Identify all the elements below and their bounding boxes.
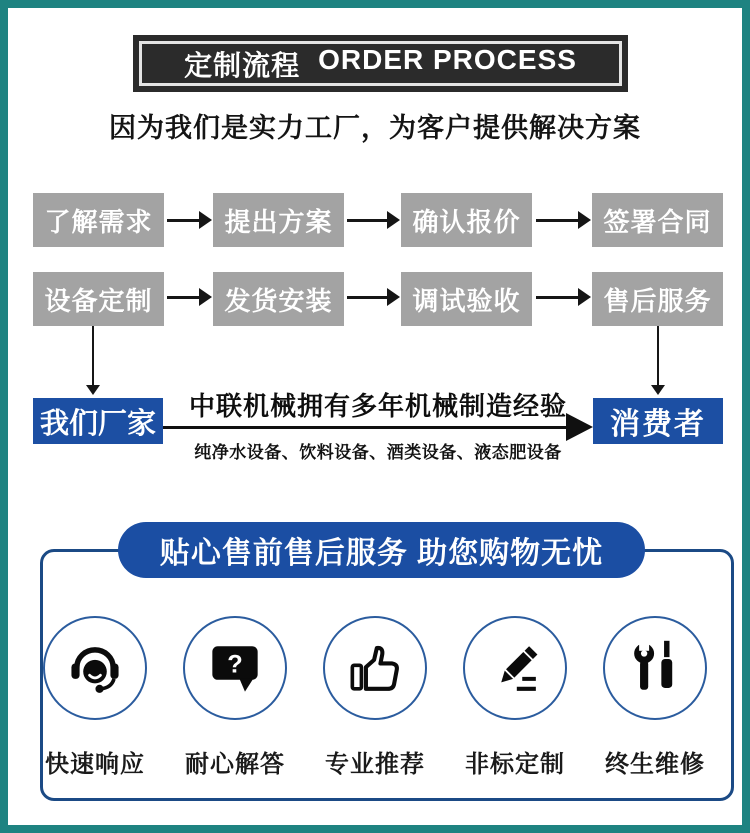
service-item-pro-recommendation [310, 616, 440, 779]
pencil-icon [463, 616, 567, 720]
consumer-box: 消费者 [593, 398, 723, 444]
banner-title-en: ORDER PROCESS [318, 43, 577, 75]
step-box-propose-plan: 提出方案 [213, 193, 344, 247]
service-item-patient-answers [170, 616, 300, 779]
arrow-right-icon [167, 296, 200, 299]
step-box-debug-accept: 调试验收 [401, 272, 532, 326]
service-item-label: 专业推荐 [325, 751, 425, 778]
wrench-screwdriver-icon [603, 616, 707, 720]
flow-arrow-subtitle: 纯净水设备、饮料设备、酒类设备、液态肥设备 [194, 443, 562, 462]
arrow-right-icon [536, 296, 579, 299]
service-item-label: 快速响应 [45, 751, 145, 778]
factory-box: 我们厂家 [33, 398, 163, 444]
question-bubble-icon [183, 616, 287, 720]
flow-arrow-head-icon [566, 413, 593, 441]
svg-text:?: ? [227, 650, 243, 679]
thumbs-up-icon [323, 616, 427, 720]
arrow-down-icon [657, 326, 659, 386]
section-title-banner [133, 35, 628, 92]
service-items-row [30, 616, 720, 779]
arrow-right-icon [347, 219, 388, 222]
frame-border-top [0, 0, 750, 8]
tagline-text: 因为我们是实力工厂，为客户提供解决方案 [109, 113, 641, 143]
arrow-right-icon [536, 219, 579, 222]
step-box-understand-needs: 了解需求 [33, 193, 164, 247]
step-box-confirm-quote: 确认报价 [401, 193, 532, 247]
service-item-label: 耐心解答 [185, 751, 285, 778]
frame-border-bottom [0, 825, 750, 833]
service-item-label: 非标定制 [465, 751, 565, 778]
step-box-sign-contract: 签署合同 [592, 193, 723, 247]
step-box-equipment-custom: 设备定制 [33, 272, 164, 326]
headset-icon [43, 616, 147, 720]
banner-title-zh: 定制流程 [184, 49, 301, 81]
service-item-label: 终生维修 [605, 751, 705, 778]
arrow-down-icon [92, 326, 94, 386]
step-box-after-sales: 售后服务 [592, 272, 723, 326]
service-item-fast-response [30, 616, 160, 779]
service-item-lifetime-repair [590, 616, 720, 779]
flow-arrow-line [163, 426, 567, 429]
arrow-right-icon [167, 219, 200, 222]
flow-arrow-title: 中联机械拥有多年机械制造经验 [188, 391, 567, 421]
service-banner: 贴心售前售后服务 助您购物无忧 [118, 522, 645, 578]
service-item-custom-design [450, 616, 580, 779]
arrow-right-icon [347, 296, 388, 299]
step-box-ship-install: 发货安装 [213, 272, 344, 326]
